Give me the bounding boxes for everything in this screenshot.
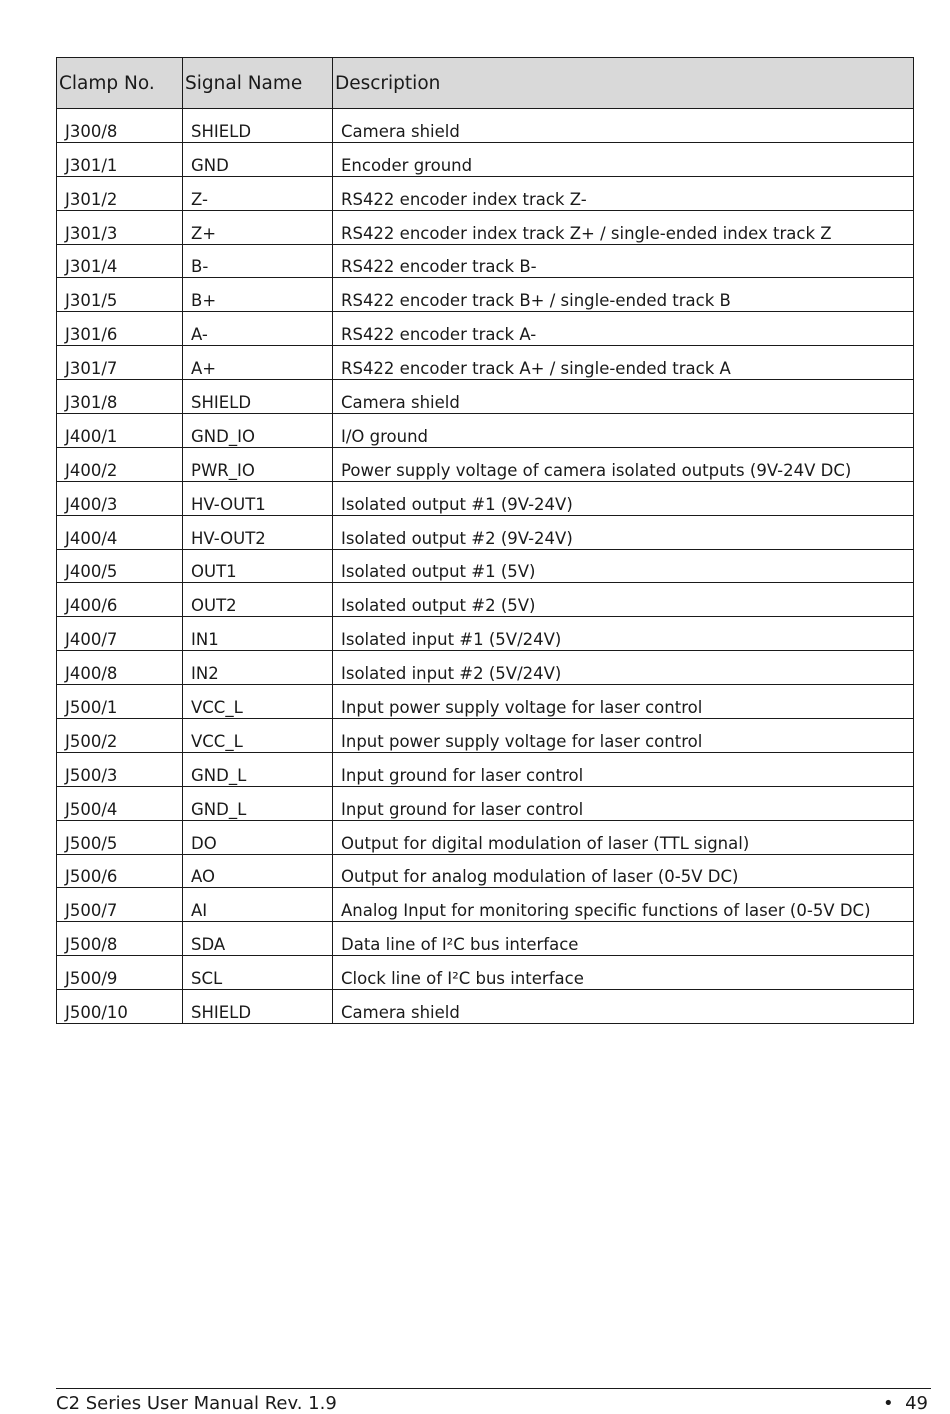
table-row	[57, 786, 914, 820]
cell-signal-name: HV-OUT1	[183, 481, 333, 515]
table-row	[57, 685, 914, 719]
cell-signal-name: Z+	[183, 210, 333, 244]
table-row	[57, 346, 914, 380]
header-description: Description	[333, 58, 914, 109]
cell-description: Input power supply voltage for laser control	[333, 719, 914, 753]
footer-divider	[56, 1388, 931, 1389]
cell-clamp-no: J301/8	[57, 380, 183, 414]
cell-signal-name: GND_L	[183, 752, 333, 786]
table-row	[57, 888, 914, 922]
cell-clamp-no: J500/8	[57, 922, 183, 956]
table-row	[57, 278, 914, 312]
cell-description: Isolated input #2 (5V/24V)	[333, 651, 914, 685]
cell-signal-name: VCC_L	[183, 685, 333, 719]
cell-description: RS422 encoder track A+ / single-ended track A	[333, 346, 914, 380]
table-row	[57, 312, 914, 346]
header-signal-name: Signal Name	[183, 58, 333, 109]
footer-page-number: 49	[905, 1393, 928, 1414]
cell-description: Isolated output #2 (5V)	[333, 583, 914, 617]
cell-signal-name: GND_L	[183, 786, 333, 820]
cell-description: Isolated input #1 (5V/24V)	[333, 617, 914, 651]
cell-clamp-no: J500/10	[57, 990, 183, 1024]
cell-signal-name: DO	[183, 820, 333, 854]
table-row	[57, 244, 914, 278]
cell-clamp-no: J301/7	[57, 346, 183, 380]
table-row	[57, 956, 914, 990]
footer-document-title: C2 Series User Manual Rev. 1.9	[56, 1393, 337, 1414]
cell-signal-name: GND_IO	[183, 414, 333, 448]
cell-clamp-no: J400/6	[57, 583, 183, 617]
cell-description: Output for analog modulation of laser (0-5V DC)	[333, 854, 914, 888]
cell-clamp-no: J400/7	[57, 617, 183, 651]
cell-clamp-no: J500/5	[57, 820, 183, 854]
cell-description: Input ground for laser control	[333, 786, 914, 820]
table-row	[57, 176, 914, 210]
table-row	[57, 820, 914, 854]
cell-clamp-no: J301/4	[57, 244, 183, 278]
cell-description: Input power supply voltage for laser control	[333, 685, 914, 719]
cell-clamp-no: J500/2	[57, 719, 183, 753]
cell-signal-name: Z-	[183, 176, 333, 210]
cell-signal-name: AO	[183, 854, 333, 888]
cell-signal-name: A-	[183, 312, 333, 346]
table-row	[57, 990, 914, 1024]
pin-assignment-table	[56, 57, 914, 1024]
cell-description: RS422 encoder track B-	[333, 244, 914, 278]
cell-clamp-no: J301/3	[57, 210, 183, 244]
cell-signal-name: B-	[183, 244, 333, 278]
cell-clamp-no: J500/1	[57, 685, 183, 719]
cell-clamp-no: J301/5	[57, 278, 183, 312]
cell-signal-name: GND	[183, 142, 333, 176]
table-row	[57, 854, 914, 888]
cell-description: Clock line of I²C bus interface	[333, 956, 914, 990]
cell-description: Power supply voltage of camera isolated outputs (9V-24V DC)	[333, 447, 914, 481]
cell-description: I/O ground	[333, 414, 914, 448]
table-row	[57, 481, 914, 515]
table-row	[57, 142, 914, 176]
cell-description: Encoder ground	[333, 142, 914, 176]
cell-clamp-no: J500/4	[57, 786, 183, 820]
cell-description: RS422 encoder index track Z-	[333, 176, 914, 210]
cell-description: Analog Input for monitoring specific functions of laser (0-5V DC)	[333, 888, 914, 922]
cell-description: Isolated output #1 (9V-24V)	[333, 481, 914, 515]
cell-description: RS422 encoder index track Z+ / single-ended index track Z	[333, 210, 914, 244]
cell-description: Camera shield	[333, 109, 914, 143]
cell-description: Isolated output #1 (5V)	[333, 549, 914, 583]
cell-description: Isolated output #2 (9V-24V)	[333, 515, 914, 549]
table-row	[57, 922, 914, 956]
table-row	[57, 414, 914, 448]
cell-clamp-no: J301/1	[57, 142, 183, 176]
cell-signal-name: SDA	[183, 922, 333, 956]
cell-clamp-no: J400/5	[57, 549, 183, 583]
cell-signal-name: SHIELD	[183, 109, 333, 143]
header-clamp-no: Clamp No.	[57, 58, 183, 109]
cell-clamp-no: J500/3	[57, 752, 183, 786]
cell-clamp-no: J400/8	[57, 651, 183, 685]
cell-signal-name: HV-OUT2	[183, 515, 333, 549]
footer-bullet: •	[883, 1393, 894, 1414]
cell-signal-name: OUT1	[183, 549, 333, 583]
table-row	[57, 651, 914, 685]
cell-clamp-no: J301/2	[57, 176, 183, 210]
cell-clamp-no: J400/3	[57, 481, 183, 515]
cell-signal-name: SHIELD	[183, 380, 333, 414]
cell-clamp-no: J500/7	[57, 888, 183, 922]
cell-description: Output for digital modulation of laser (TTL signal)	[333, 820, 914, 854]
cell-clamp-no: J301/6	[57, 312, 183, 346]
table-row	[57, 719, 914, 753]
table-row	[57, 515, 914, 549]
cell-signal-name: A+	[183, 346, 333, 380]
cell-clamp-no: J500/6	[57, 854, 183, 888]
table-header-row	[57, 58, 914, 109]
cell-clamp-no: J500/9	[57, 956, 183, 990]
table-row	[57, 549, 914, 583]
cell-signal-name: AI	[183, 888, 333, 922]
table-body	[57, 109, 914, 1024]
table-row	[57, 752, 914, 786]
table-row	[57, 617, 914, 651]
cell-signal-name: VCC_L	[183, 719, 333, 753]
cell-description: Data line of I²C bus interface	[333, 922, 914, 956]
cell-description: RS422 encoder track B+ / single-ended track B	[333, 278, 914, 312]
table-row	[57, 210, 914, 244]
cell-clamp-no: J400/1	[57, 414, 183, 448]
cell-signal-name: PWR_IO	[183, 447, 333, 481]
cell-signal-name: OUT2	[183, 583, 333, 617]
cell-signal-name: IN1	[183, 617, 333, 651]
cell-clamp-no: J400/4	[57, 515, 183, 549]
cell-description: Input ground for laser control	[333, 752, 914, 786]
table-row	[57, 109, 914, 143]
cell-description: Camera shield	[333, 380, 914, 414]
cell-signal-name: B+	[183, 278, 333, 312]
cell-description: Camera shield	[333, 990, 914, 1024]
cell-description: RS422 encoder track A-	[333, 312, 914, 346]
table-row	[57, 380, 914, 414]
table-row	[57, 583, 914, 617]
cell-signal-name: IN2	[183, 651, 333, 685]
cell-clamp-no: J400/2	[57, 447, 183, 481]
table-row	[57, 447, 914, 481]
table-header	[57, 58, 914, 109]
cell-signal-name: SCL	[183, 956, 333, 990]
cell-clamp-no: J300/8	[57, 109, 183, 143]
cell-signal-name: SHIELD	[183, 990, 333, 1024]
